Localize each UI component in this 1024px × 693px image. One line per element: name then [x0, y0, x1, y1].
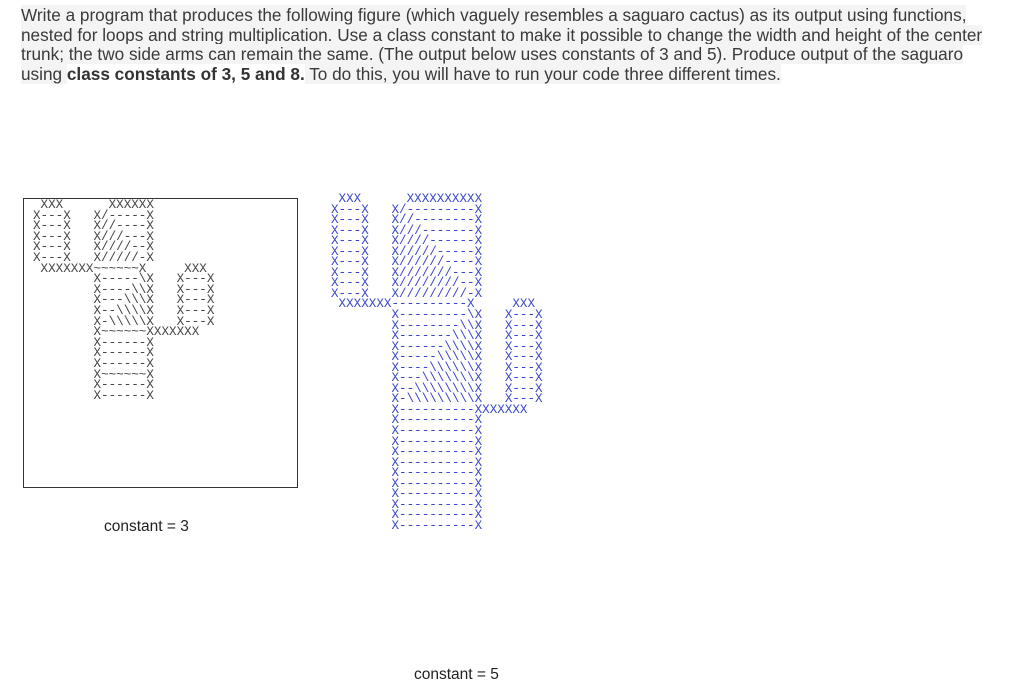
instructions-part1: Write a program that produces the following figure (which vaguely resembles a saguaro cactus) as its output using functions, nested for loops and string multiplication. Use a class constant to make it possible to change the width and height of the center trunk; the two side arms can remain the same. (The output below uses constants of 3 and 5). Produce output of the saguaro using: [21, 5, 983, 84]
instructions-text: [21, 6, 991, 84]
figure5-line: X---X X///////---X: [331, 265, 483, 280]
figure3-line: X------X: [33, 346, 154, 361]
figure3-line: X------X: [33, 335, 154, 350]
figure3-line: XXX XXXXXX: [33, 198, 154, 212]
figure5-line: XXXXXXX----------X XXX: [331, 297, 536, 312]
figure5-line: XXX XXXXXXXXXX: [331, 192, 483, 206]
figure3-line: X-----\X X---X: [33, 272, 215, 287]
figure5-line: X----------X: [331, 497, 483, 512]
figure3-line: X~~~~~~X: [33, 367, 154, 382]
figure5-line: X---X X/////////-X: [331, 286, 483, 301]
figure3-caption: constant = 3: [104, 518, 189, 535]
figure5-line: X-\\\\\\\\\X X---X: [331, 392, 543, 407]
figure3-line: X---X X///---X: [33, 229, 154, 244]
figure3-line: X---X X/-----X: [33, 208, 154, 223]
figure5-line: X------\\\\X X---X: [331, 339, 543, 354]
figure3-line: XXXXXXX~~~~~~X XXX: [33, 261, 207, 276]
figure5-line: X--------\\X X---X: [331, 318, 543, 333]
figure5-line: X----------X: [331, 413, 483, 428]
figure3-line: X------X: [33, 378, 154, 393]
figure5-line: X----------X: [331, 508, 483, 523]
figure5-line: X----\\\\\\X X---X: [331, 360, 543, 375]
figure3-line: X---X X//----X: [33, 219, 154, 234]
figure5-line: X----------X: [331, 487, 483, 502]
figure5-line: X---X X//////----X: [331, 255, 483, 270]
figure5-line: X----------XXXXXXX: [331, 402, 528, 417]
figure3-line: X------X: [33, 356, 154, 371]
figure5-line: X---X X/---------X: [331, 202, 483, 217]
figure3-line: X---X X////--X: [33, 240, 154, 255]
figure5-line: X----------X: [331, 466, 483, 481]
figure5-line: X----------X: [331, 455, 483, 470]
figure5-line: X--\\\\\\\\X X---X: [331, 381, 543, 396]
figure3-line: X----\\X X---X: [33, 282, 215, 297]
figure5-line: X---\\\\\\\X X---X: [331, 371, 543, 386]
figure5-line: X-------\\\X X---X: [331, 329, 543, 344]
figure5-line: X----------X: [331, 434, 483, 449]
figure5-caption: constant = 5: [414, 666, 499, 683]
figure5-line: X----------X: [331, 424, 483, 439]
figure5-line: X-----\\\\\X X---X: [331, 350, 543, 365]
figure5-line: X----------X: [331, 445, 483, 460]
instructions-bold: class constants of 3, 5 and 8.: [66, 63, 305, 84]
figure5-line: X---X X///-------X: [331, 223, 483, 238]
instructions-part2: To do this, you will have to run your code three different times.: [304, 63, 781, 84]
figure5-line: X---X X////////--X: [331, 276, 483, 291]
figure3-line: X---\\\X X---X: [33, 293, 215, 308]
figure3-line: X------X: [33, 388, 154, 403]
figure5-line: X----------X: [331, 476, 483, 491]
figure5-ascii: [331, 194, 543, 532]
figure5-line: X----------X: [331, 518, 483, 533]
figure5-line: X---X X/////-----X: [331, 244, 483, 259]
figure3-ascii: [33, 200, 214, 401]
figure3-line: X-\\\\\X X---X: [33, 314, 215, 329]
figure3-line: X---X X/////-X: [33, 250, 154, 265]
figure5-line: X---X X////------X: [331, 234, 483, 249]
figure5-line: X---X X//--------X: [331, 213, 483, 228]
figure3-line: X~~~~~~XXXXXXX: [33, 325, 200, 340]
figure3-line: X--\\\\X X---X: [33, 303, 215, 318]
figure5-line: X---------\X X---X: [331, 308, 543, 323]
